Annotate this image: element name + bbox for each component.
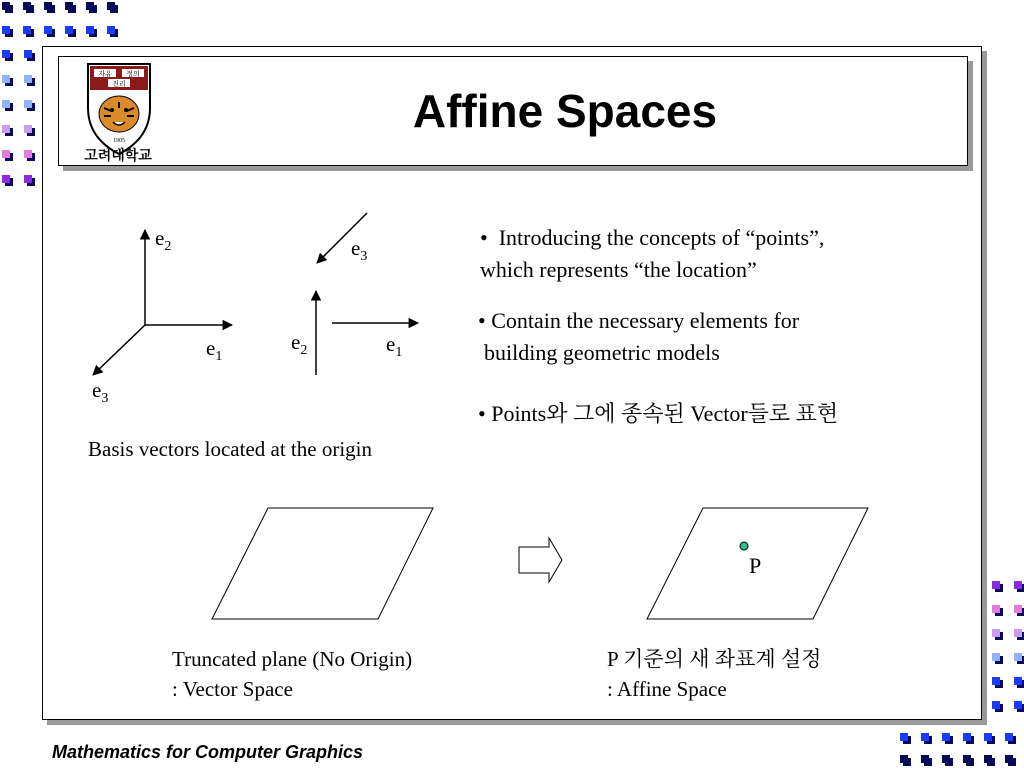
decor-square: [992, 653, 1003, 664]
decor-square: [2, 100, 13, 111]
decor-square: [107, 2, 118, 13]
bullet-2-line1: Contain the necessary elements for: [491, 308, 800, 333]
right-e1-label: $e_1$: [386, 332, 403, 360]
decor-square: [1014, 677, 1024, 688]
decor-square: [992, 677, 1003, 688]
decor-square: [2, 125, 13, 136]
decor-square: [921, 755, 932, 766]
left-plane-caption-line2: : Vector Space: [172, 677, 293, 701]
right-e2-label: $e_2$: [291, 330, 308, 358]
right-plane-caption-line2: : Affine Space: [607, 677, 727, 701]
decor-square: [23, 2, 34, 13]
decor-square: [1014, 629, 1024, 640]
bullet-1: [480, 222, 824, 286]
bullet-2-marker: •: [478, 308, 486, 333]
bullet-3-line1: Points와 그에 종속된 Vector들로 표현: [491, 401, 839, 426]
left-e3-arrow: [93, 325, 145, 375]
right-plane-caption: [607, 644, 821, 704]
decor-square: [942, 733, 953, 744]
slide-footer: Mathematics for Computer Graphics: [52, 742, 364, 762]
decor-square: [44, 26, 55, 37]
decor-square: [2, 150, 13, 161]
decor-square: [900, 755, 911, 766]
bullet-1-marker: •: [480, 225, 488, 250]
decor-square: [921, 733, 932, 744]
decor-square: [1014, 605, 1024, 616]
decor-square: [963, 755, 974, 766]
decor-square: [65, 2, 76, 13]
bullet-3-marker: •: [478, 401, 486, 426]
decor-square: [24, 50, 35, 61]
decor-square: [900, 733, 911, 744]
logo-banner-right: 정의: [126, 70, 140, 78]
left-e3-label: $e_3$: [92, 378, 109, 406]
basis-vectors-diagram: [80, 205, 460, 415]
decor-square: [2, 2, 13, 13]
decor-square: [984, 733, 995, 744]
logo-banner-bottom: 진리: [112, 80, 126, 88]
decor-square: [24, 150, 35, 161]
left-plane-caption: [172, 644, 412, 704]
decor-square: [984, 755, 995, 766]
planes-diagram: [200, 500, 900, 630]
decor-square: [992, 605, 1003, 616]
left-e2-label: $e_2$: [155, 226, 172, 254]
decor-square: [86, 26, 97, 37]
decor-square: [1005, 733, 1016, 744]
decor-square: [24, 175, 35, 186]
decor-square: [24, 125, 35, 136]
decor-square: [1005, 755, 1016, 766]
decor-square: [24, 100, 35, 111]
bullet-2-line2: building geometric models: [484, 339, 720, 365]
bullet-2: [478, 305, 799, 369]
decor-square: [992, 629, 1003, 640]
bullet-1-line2: which represents “the location”: [480, 256, 757, 282]
decor-square: [942, 755, 953, 766]
decor-square: [107, 26, 118, 37]
right-plane-caption-line1: P 기준의 새 좌표계 설정: [607, 647, 822, 671]
decor-square: [23, 26, 34, 37]
slide-title: Affine Spaces: [412, 85, 718, 137]
left-e1-label: $e_1$: [206, 336, 223, 364]
decor-square: [992, 701, 1003, 712]
point-p-label: P: [749, 553, 762, 578]
point-p-marker: [740, 542, 748, 550]
tiger-head-icon: [99, 96, 139, 132]
left-plane-caption-line1: Truncated plane (No Origin): [172, 647, 413, 671]
right-e3-label: $e_3$: [351, 236, 368, 264]
left-truncated-plane: [212, 508, 433, 619]
decor-square: [86, 2, 97, 13]
decor-square: [1014, 581, 1024, 592]
decor-square: [24, 75, 35, 86]
bullet-1-line1: Introducing the concepts of “points”,: [498, 225, 825, 250]
decor-square: [2, 50, 13, 61]
decor-square: [2, 175, 13, 186]
bullet-3: [478, 398, 838, 430]
decor-square: [1014, 701, 1024, 712]
decor-square: [1014, 653, 1024, 664]
decor-square: [2, 26, 13, 37]
logo-banner-left: 자유: [98, 70, 112, 78]
decor-square: [963, 733, 974, 744]
decor-square: [992, 581, 1003, 592]
decor-square: [44, 2, 55, 13]
logo-year: 1905: [113, 138, 125, 144]
decor-square: [65, 26, 76, 37]
decor-square: [2, 75, 13, 86]
basis-vectors-caption: Basis vectors located at the origin: [88, 437, 373, 461]
university-name: 고려대학교: [84, 148, 152, 164]
implies-arrow-icon: [519, 538, 562, 582]
